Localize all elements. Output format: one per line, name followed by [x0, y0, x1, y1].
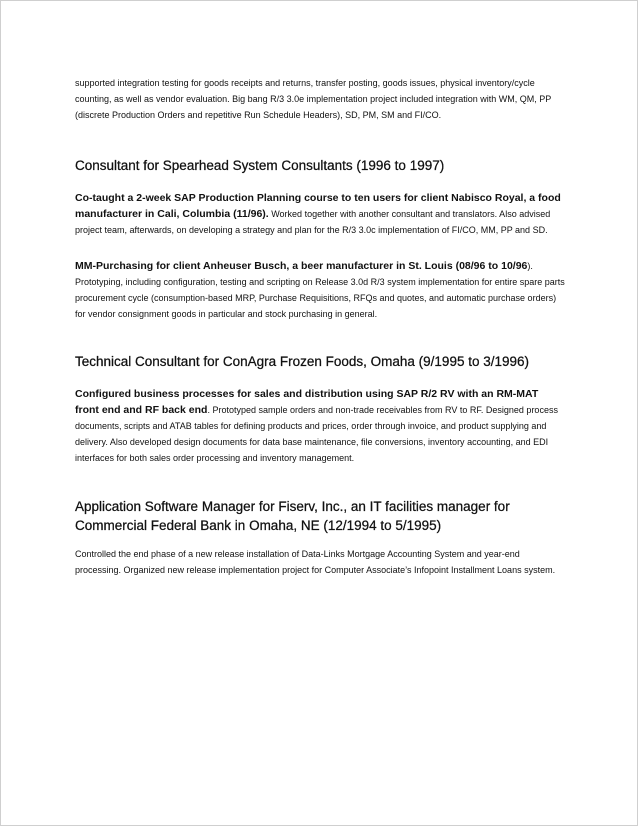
paragraph-body: . Prototyped sample orders and non-trade receivables from RV to RF. Designed process documents, scripts and ATAB tables for defining products and prices, order through invoice, and product supplying and delivery. Also developed design documents for data base maintenance, file conversions, inventory accounting, and EDI interfaces for both sales order processing and inventory management. — [75, 405, 558, 463]
section-paragraph — [75, 386, 565, 466]
resume-page — [75, 75, 565, 578]
section-title-spearhead: Consultant for Spearhead System Consultants (1996 to 1997) — [75, 158, 445, 173]
section-paragraph — [75, 190, 565, 238]
paragraph-body: Controlled the end phase of a new release installation of Data-Links Mortgage Accounting System and year-end processing. Organized new release implementation project for Computer Associate’s Infopoint Installment Loans system. — [75, 549, 556, 575]
paragraph-lead: Co-taught a 2-week SAP Production Planning course to ten users for client Nabisco Royal, a food manufacturer in Cali, Columbia (11/96). — [75, 192, 561, 220]
intro-paragraph: supported integration testing for goods receipts and returns, transfer posting, goods issues, physical inventory/cycle counting, as well as vendor evaluation. Big bang R/3 3.0e implementation project included integration with WM, QM, PP (discrete Production Orders and repetitive Run Schedule Headers), SD, PM, SM and FI/CO. — [75, 78, 552, 120]
paragraph-body: ). Prototyping, including configuration, testing and scripting on Release 3.0d R/3 system implementation for entire spare parts procurement cycle (consumption-based MRP, Purchase Requisitions, RFQs and quotes, and automatic purchase orders) for vendor consignment goods in particular and stock purchasing in general. — [75, 261, 565, 319]
section-title-conagra: Technical Consultant for ConAgra Frozen Foods, Omaha (9/1995 to 3/1996) — [75, 354, 530, 369]
section-paragraph — [75, 546, 565, 578]
paragraph-lead: Configured business processes for sales and distribution using SAP R/2 RV with an RM-MAT front end and RF back end — [75, 388, 539, 416]
paragraph-body: Worked together with another consultant and translators. Also advised project team, afterwards, on developing a strategy and plan for the R/3 3.0c implementation of FI/CO, MM, PP and SD. — [75, 209, 551, 235]
paragraph-lead: MM-Purchasing for client Anheuser Busch, a beer manufacturer in St. Louis (08/96 to 10/96 — [75, 260, 528, 272]
section-paragraph — [75, 258, 565, 322]
section-title-fiserv: Application Software Manager for Fiserv, Inc., an IT facilities manager for Commercial Federal Bank in Omaha, NE (12/1994 to 5/1995) — [75, 499, 510, 533]
